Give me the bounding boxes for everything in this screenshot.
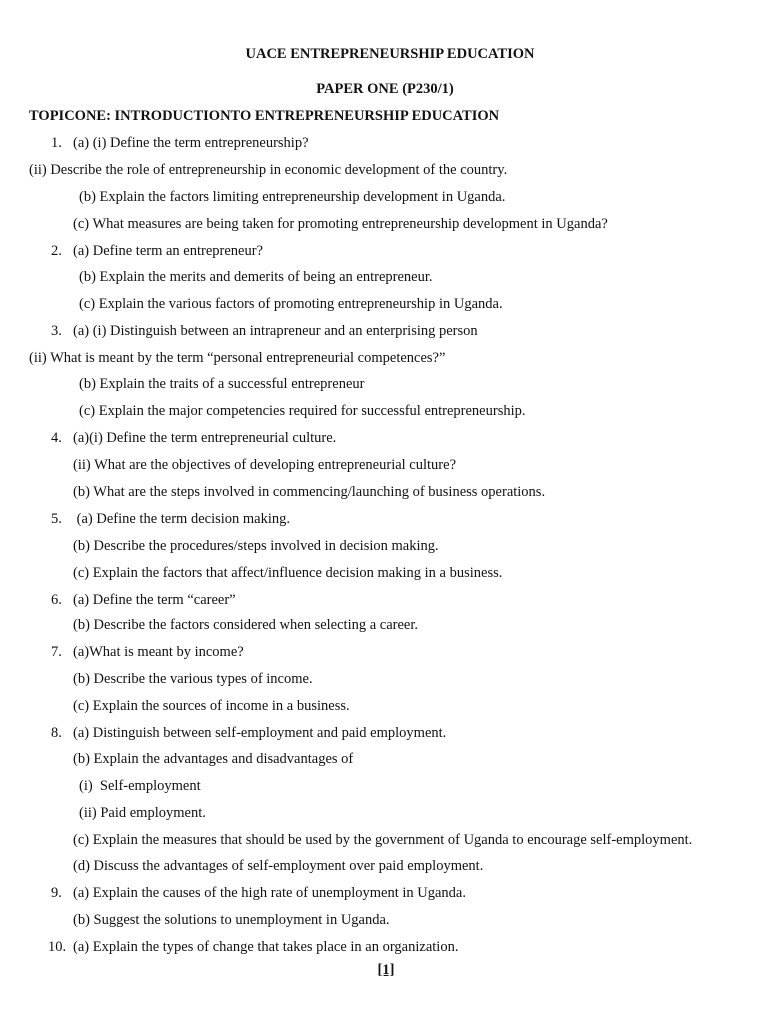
question-line: (c) Explain the measures that should be used by the government of Uganda to encourage self-employment. (73, 832, 693, 848)
page-number: [1] (377, 962, 395, 978)
question-line: (a) Define the term “career” (73, 592, 236, 608)
question-line: (b) Explain the merits and demerits of being an entrepreneur. (79, 269, 433, 285)
question-line: (b) Explain the traits of a successful entrepreneur (79, 376, 365, 392)
question-line: (c) What measures are being taken for promoting entrepreneurship development in Uganda? (73, 216, 608, 232)
question-number: 9. (51, 885, 62, 901)
question-number: 2. (51, 243, 62, 259)
question-number: 3. (51, 323, 62, 339)
question-line: (b) Explain the factors limiting entrepreneurship development in Uganda. (79, 189, 506, 205)
topic-heading: TOPICONE: INTRODUCTIONTO ENTREPRENEURSHIP EDUCATION (29, 108, 500, 124)
question-line: (c) Explain the major competencies required for successful entrepreneurship. (79, 403, 526, 419)
question-line: (a) Explain the causes of the high rate of unemployment in Uganda. (73, 885, 466, 901)
question-line: (b) Describe the procedures/steps involved in decision making. (73, 538, 439, 554)
question-line: (ii) Paid employment. (79, 805, 206, 821)
question-line: (c) Explain the sources of income in a business. (73, 698, 350, 714)
question-line: (c) Explain the factors that affect/influence decision making in a business. (73, 565, 503, 581)
question-line: (a) Define term an entrepreneur? (73, 243, 263, 259)
question-line: (i) Self-employment (79, 778, 201, 794)
question-line: (ii) Describe the role of entrepreneurship in economic development of the country. (29, 162, 508, 178)
question-number: 8. (51, 725, 62, 741)
question-line: (a) Distinguish between self-employment and paid employment. (73, 725, 447, 741)
question-number: 7. (51, 644, 62, 660)
question-line: (a) Define the term decision making. (73, 511, 291, 527)
question-number: 1. (51, 135, 62, 151)
question-line: (b) Describe the various types of income. (73, 671, 313, 687)
question-line: (c) Explain the various factors of promoting entrepreneurship in Uganda. (79, 296, 503, 312)
question-line: (b) Describe the factors considered when selecting a career. (73, 617, 419, 633)
question-line: (b) Suggest the solutions to unemployment in Uganda. (73, 912, 390, 928)
question-number: 5. (51, 511, 62, 527)
paper-title: PAPER ONE (P230/1) (316, 81, 454, 97)
question-line: (a) (i) Define the term entrepreneurship? (73, 135, 309, 151)
question-line: (a)What is meant by income? (73, 644, 244, 660)
question-line: (a)(i) Define the term entrepreneurial culture. (73, 430, 337, 446)
question-line: (a) Explain the types of change that takes place in an organization. (73, 939, 459, 955)
question-line: (ii) What are the objectives of developing entrepreneurial culture? (73, 457, 457, 473)
question-line: (a) (i) Distinguish between an intrapreneur and an enterprising person (73, 323, 478, 339)
question-line: (ii) What is meant by the term “personal entrepreneurial competences?” (29, 350, 446, 366)
question-line: (b) What are the steps involved in commencing/launching of business operations. (73, 484, 546, 500)
question-number: 4. (51, 430, 62, 446)
question-number: 6. (51, 592, 62, 608)
document-title: UACE ENTREPRENEURSHIP EDUCATION (245, 46, 535, 62)
question-line: (d) Discuss the advantages of self-employment over paid employment. (73, 858, 484, 874)
question-number: 10. (48, 939, 67, 955)
question-line: (b) Explain the advantages and disadvantages of (73, 751, 354, 767)
